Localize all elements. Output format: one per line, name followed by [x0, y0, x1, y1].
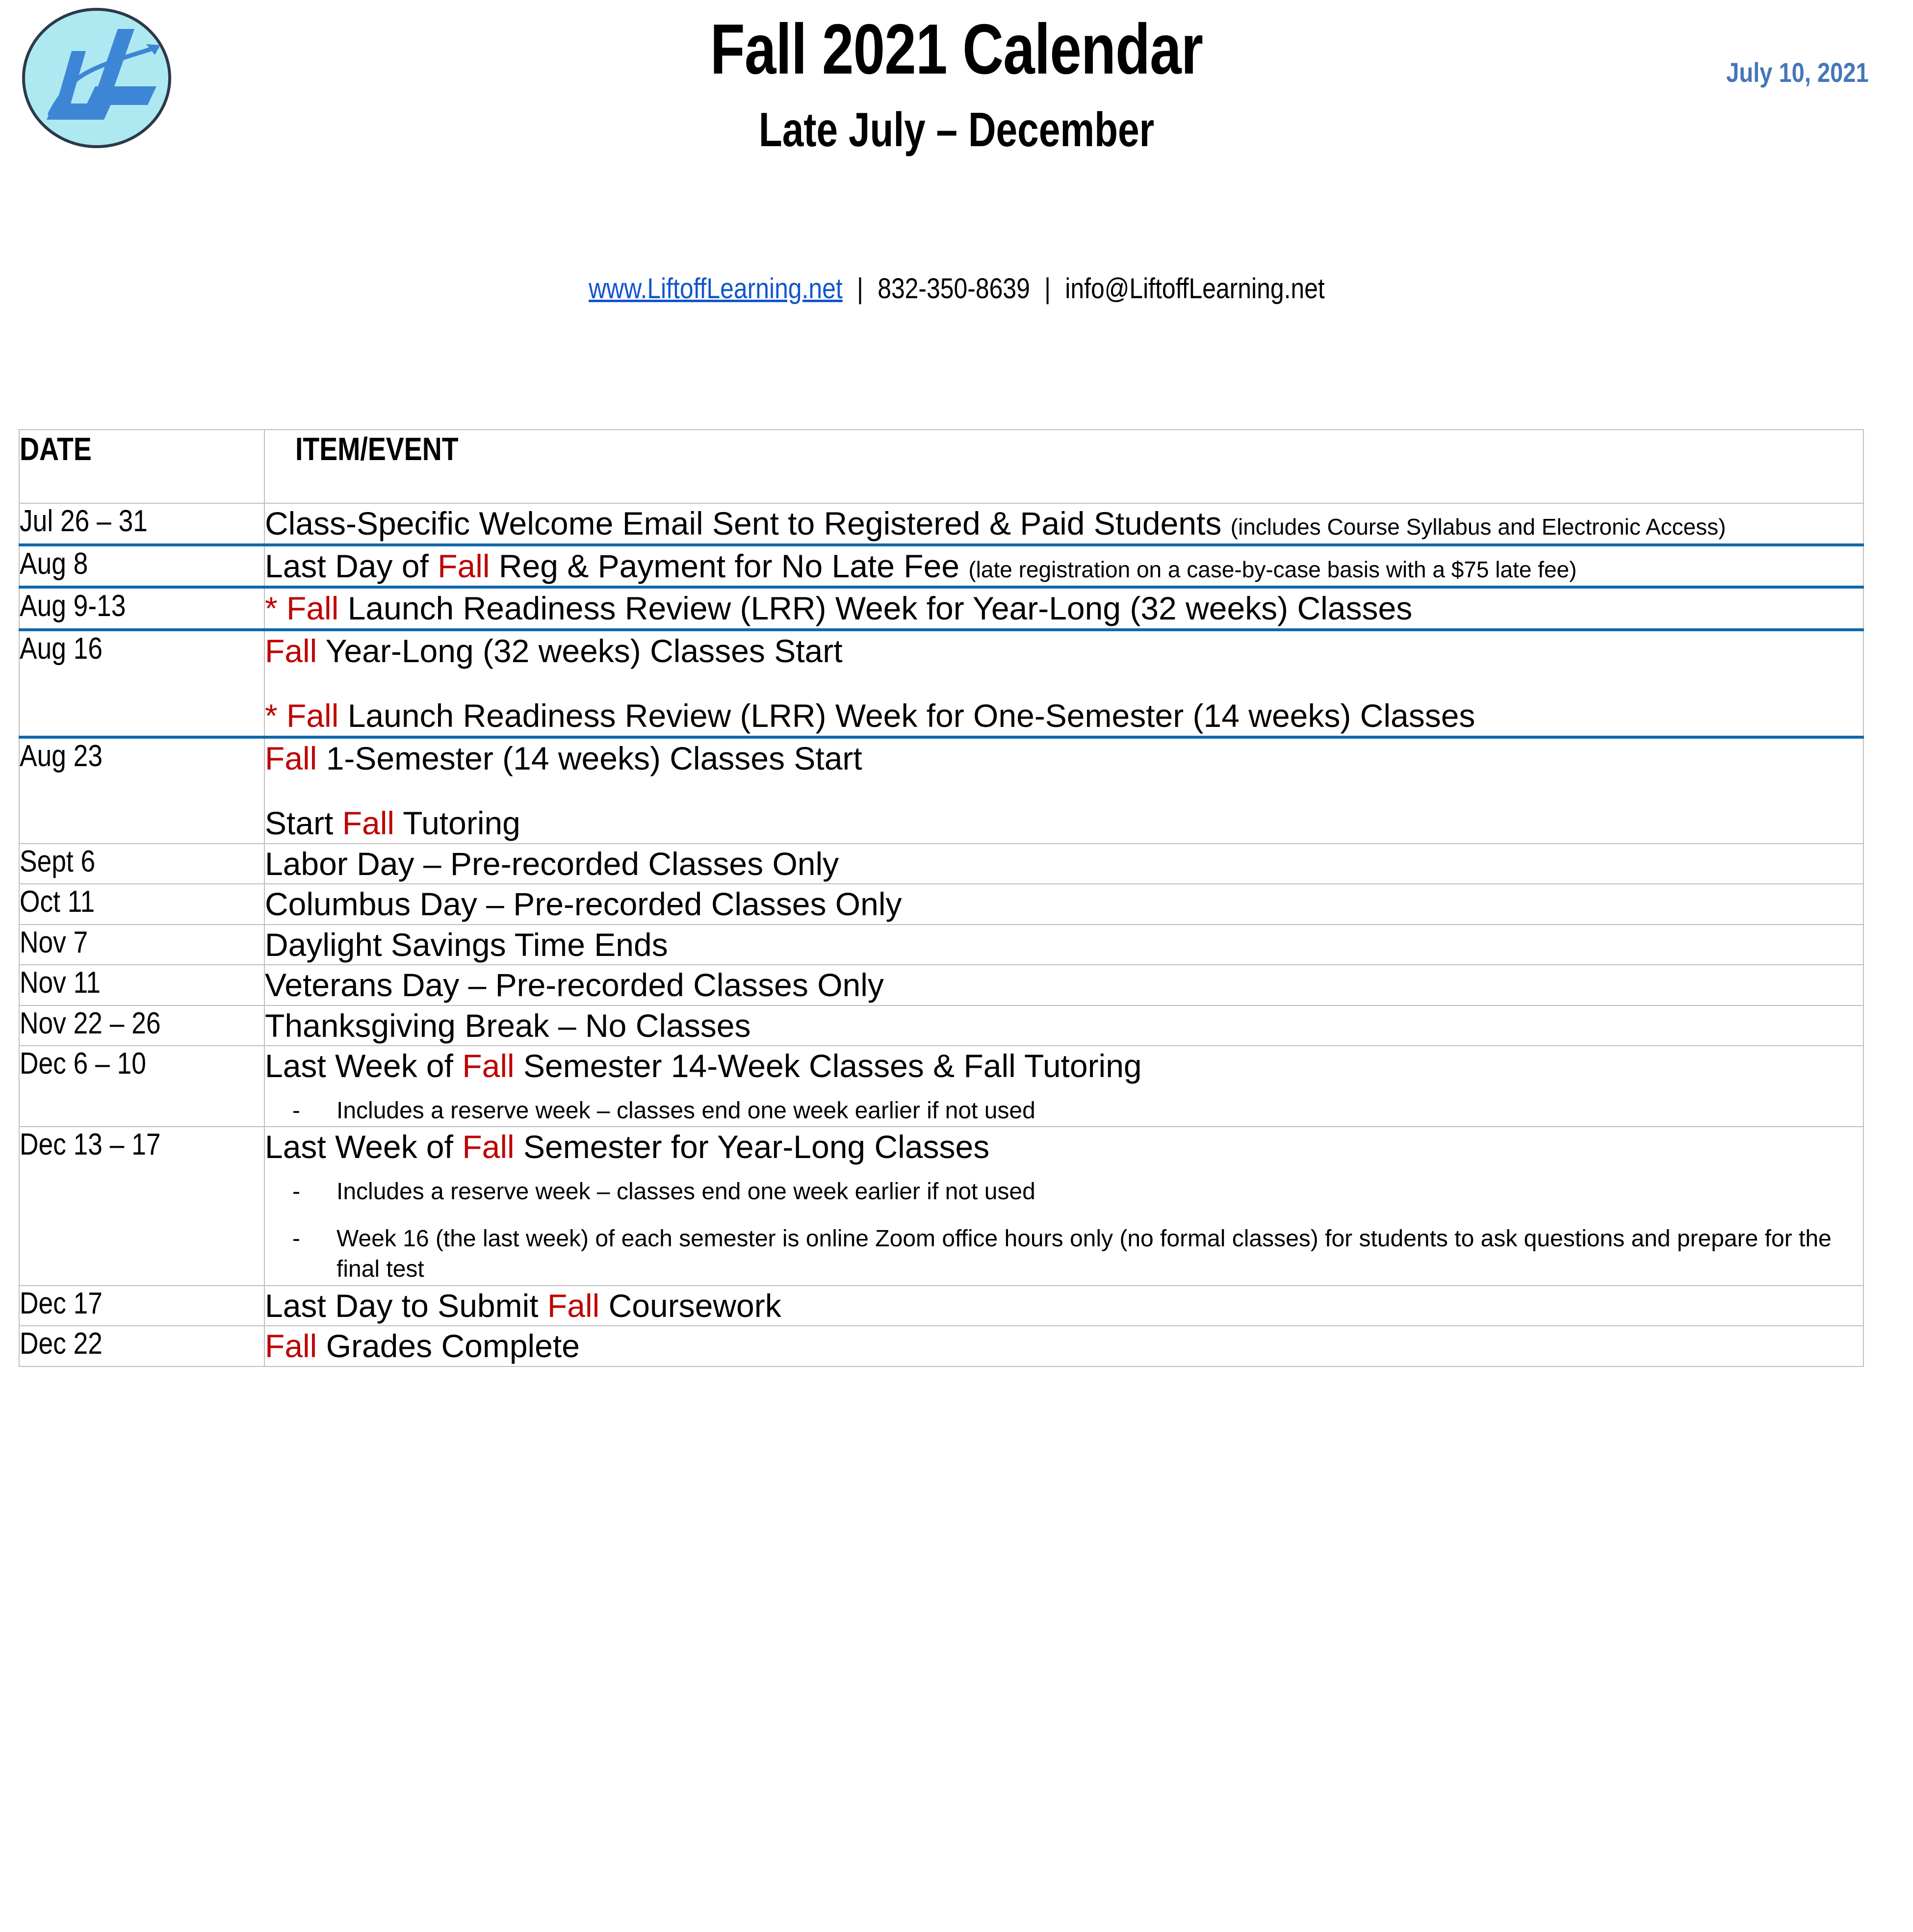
event-text: Semester 14-Week Classes & Fall Tutoring — [514, 1048, 1142, 1084]
fall-highlight: Fall — [547, 1287, 600, 1324]
title-block — [0, 9, 1913, 156]
fall-highlight: Fall — [265, 1328, 317, 1365]
page-title: Fall 2021 Calendar — [710, 9, 1203, 89]
cell-date — [19, 1005, 264, 1046]
cell-item-event — [264, 884, 1863, 925]
table-row — [19, 1046, 1863, 1127]
event-text: Columbus Day – Pre-recorded Classes Only — [265, 886, 902, 923]
bullet-dash-icon: - — [292, 1097, 300, 1124]
table-body — [19, 503, 1863, 1366]
event-text: Labor Day – Pre-recorded Classes Only — [265, 845, 839, 882]
event-paragraph — [265, 1127, 1863, 1167]
table-row — [19, 630, 1863, 737]
cell-item-event — [264, 844, 1863, 884]
cell-item-event — [264, 965, 1863, 1005]
date-text: Dec 22 — [20, 1327, 103, 1361]
cell-item-event — [264, 1326, 1863, 1366]
column-header-date: DATE — [19, 430, 264, 503]
event-paragraph — [265, 504, 1863, 543]
event-text: Semester for Year-Long Classes — [514, 1129, 990, 1165]
contact-separator-1: | — [856, 273, 863, 305]
cell-item-event — [264, 1005, 1863, 1046]
event-text: Last Week of — [265, 1048, 463, 1084]
event-paragraph — [265, 589, 1863, 628]
fall-highlight: Fall — [286, 590, 339, 627]
fall-highlight: Fall — [342, 805, 395, 842]
event-paragraph — [265, 1046, 1863, 1086]
event-text: Coursework — [599, 1287, 781, 1324]
bullet-text: Includes a reserve week – classes end one week earlier if not used — [336, 1178, 1035, 1205]
event-text: Year-Long (32 weeks) Classes Start — [317, 632, 843, 669]
date-text: Aug 16 — [20, 631, 103, 666]
table-row — [19, 1127, 1863, 1286]
phone-number: 832-350-8639 — [877, 273, 1030, 305]
cell-item-event — [264, 1286, 1863, 1326]
date-text: Dec 13 – 17 — [20, 1128, 161, 1162]
cell-item-event — [264, 503, 1863, 545]
event-bullet-item — [265, 1177, 1863, 1207]
date-text: Oct 11 — [20, 885, 95, 919]
cell-date — [19, 503, 264, 545]
event-text: Last Week of — [265, 1129, 463, 1165]
table-row — [19, 503, 1863, 545]
event-bullet-list — [265, 1096, 1863, 1126]
event-paragraph — [265, 546, 1863, 586]
cell-item-event — [264, 630, 1863, 737]
bullet-text: Includes a reserve week – classes end one week earlier if not used — [336, 1097, 1035, 1124]
event-paragraph — [265, 925, 1863, 965]
event-text: Thanksgiving Break – No Classes — [265, 1007, 751, 1044]
event-text: Last Day to Submit — [265, 1287, 547, 1324]
fall-highlight: Fall — [462, 1048, 515, 1084]
website-link[interactable]: www.LiftoffLearning.net — [588, 273, 843, 305]
page-subtitle: Late July – December — [758, 103, 1155, 156]
document-date: July 10, 2021 — [1726, 57, 1869, 88]
contact-line — [0, 272, 1913, 305]
event-text: Daylight Savings Time Ends — [265, 926, 668, 963]
column-header-item-event: ITEM/EVENT — [264, 430, 1863, 503]
table-row — [19, 1005, 1863, 1046]
date-text: Aug 23 — [20, 739, 103, 773]
cell-item-event — [264, 925, 1863, 965]
date-text: Nov 7 — [20, 925, 88, 959]
event-text: Last Day of — [265, 547, 438, 584]
event-text: Launch Readiness Review (LRR) Week for One-Semester (14 weeks) Classes — [338, 697, 1475, 734]
cell-date — [19, 737, 264, 844]
event-paragraph — [265, 965, 1863, 1005]
table-header — [19, 430, 1863, 503]
event-text: Class-Specific Welcome Email Sent to Registered & Paid Students — [265, 505, 1231, 541]
event-paragraph — [265, 803, 1863, 843]
table-row — [19, 737, 1863, 844]
event-text: Grades Complete — [317, 1328, 580, 1365]
date-text: Dec 6 – 10 — [20, 1047, 146, 1081]
event-text: Veterans Day – Pre-recorded Classes Only — [265, 967, 884, 1004]
fall-highlight: Fall — [265, 632, 317, 669]
cell-item-event — [264, 737, 1863, 844]
event-paragraph — [265, 696, 1863, 736]
fall-highlight: Fall — [265, 740, 317, 776]
calendar-table — [19, 429, 1864, 1367]
event-paragraph — [265, 844, 1863, 884]
event-text: Tutoring — [394, 805, 520, 842]
email-address: info@LiftoffLearning.net — [1064, 273, 1325, 305]
cell-date — [19, 884, 264, 925]
table-row — [19, 1326, 1863, 1366]
contact-separator-2: | — [1044, 273, 1051, 305]
cell-item-event — [264, 545, 1863, 588]
cell-date — [19, 1326, 264, 1366]
date-text: Nov 22 – 26 — [20, 1006, 161, 1040]
fall-highlight: Fall — [438, 547, 490, 584]
event-paragraph — [265, 1326, 1863, 1366]
bullet-text: Week 16 (the last week) of each semester is online Zoom office hours only (no formal classes) for students to ask questions and prepare for the final test — [336, 1226, 1832, 1283]
date-text: Sept 6 — [20, 844, 96, 878]
event-text: 1-Semester (14 weeks) Classes Start — [317, 740, 862, 776]
table-row — [19, 844, 1863, 884]
event-note: (late registration on a case-by-case basis with a $75 late fee) — [968, 556, 1577, 582]
event-note: (includes Course Syllabus and Electronic Access) — [1230, 514, 1726, 540]
event-text: Start — [265, 805, 342, 842]
event-paragraph — [265, 631, 1863, 671]
date-text: Jul 26 – 31 — [20, 504, 148, 538]
cell-date — [19, 1046, 264, 1127]
event-text: Launch Readiness Review (LRR) Week for Year-Long (32 weeks) Classes — [338, 590, 1413, 627]
event-bullet-item — [265, 1096, 1863, 1126]
event-bullet-list — [265, 1177, 1863, 1285]
cell-item-event — [264, 1046, 1863, 1127]
date-text: Nov 11 — [20, 966, 101, 1000]
cell-date — [19, 587, 264, 630]
table-row — [19, 925, 1863, 965]
fall-highlight: Fall — [286, 697, 339, 734]
event-paragraph — [265, 1006, 1863, 1046]
event-text: Reg & Payment for No Late Fee — [490, 547, 969, 584]
event-paragraph — [265, 1286, 1863, 1326]
cell-date — [19, 545, 264, 588]
asterisk-marker: * — [265, 590, 287, 627]
date-text: Aug 9-13 — [20, 589, 126, 623]
event-paragraph — [265, 884, 1863, 924]
fall-highlight: Fall — [462, 1129, 515, 1165]
table-row — [19, 545, 1863, 588]
cell-item-event — [264, 587, 1863, 630]
bullet-dash-icon: - — [292, 1226, 300, 1252]
bullet-dash-icon: - — [292, 1178, 300, 1205]
page-header — [0, 0, 1913, 343]
table-row — [19, 884, 1863, 925]
cell-date — [19, 965, 264, 1005]
cell-date — [19, 1286, 264, 1326]
asterisk-marker: * — [265, 697, 287, 734]
date-text: Dec 17 — [20, 1286, 103, 1320]
cell-date — [19, 1127, 264, 1286]
event-bullet-item — [265, 1224, 1863, 1285]
table-header-row — [19, 430, 1863, 503]
event-paragraph — [265, 739, 1863, 778]
cell-date — [19, 844, 264, 884]
cell-date — [19, 630, 264, 737]
cell-item-event — [264, 1127, 1863, 1286]
table-row — [19, 587, 1863, 630]
cell-date — [19, 925, 264, 965]
table-row — [19, 1286, 1863, 1326]
table-row — [19, 965, 1863, 1005]
date-text: Aug 8 — [20, 546, 88, 581]
